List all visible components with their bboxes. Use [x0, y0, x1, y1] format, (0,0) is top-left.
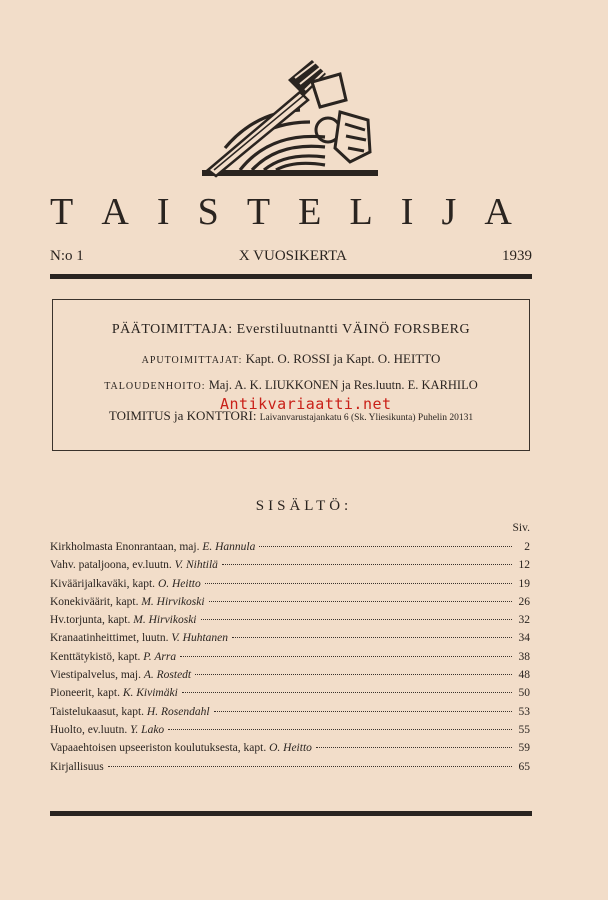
toc-entry-author: H. Rosendahl — [146, 705, 210, 718]
dot-leader — [180, 656, 512, 657]
toc-entry-title — [50, 687, 178, 699]
toc-entry-page: 65 — [518, 760, 530, 773]
toc-entry-page: 48 — [518, 669, 530, 682]
title-letter: T — [50, 191, 94, 233]
toc-entry — [50, 706, 530, 724]
magazine-title — [50, 190, 532, 234]
toc-entry-author: O. Heitto — [269, 742, 312, 755]
toc-entry-author: V. Nihtilä — [174, 559, 218, 572]
toc-entry-topic: Vapaaehtoisen upseeriston koulutuksesta, kapt. — [50, 742, 270, 755]
toc-entry-topic: Konekiväärit, kapt. — [50, 595, 142, 608]
toc-entry — [50, 559, 530, 577]
dot-leader — [259, 546, 512, 547]
dot-leader — [168, 729, 512, 730]
editor-line — [53, 322, 529, 338]
toc-entry-title — [50, 669, 191, 681]
toc-entry-title — [50, 559, 218, 571]
bottom-divider — [50, 811, 532, 816]
toc-entry-topic: Kirkholmasta Enonrantaan, maj. — [50, 541, 203, 553]
toc-entry-page: 26 — [518, 595, 530, 608]
issue-year: 1939 — [501, 248, 532, 264]
toc-entry-title — [50, 761, 104, 773]
assistant-label: APUTOIMITTAJAT: — [141, 355, 243, 366]
title-letter: I — [156, 191, 190, 233]
toc-entry-author: K. Kivimäki — [122, 687, 178, 700]
toc-entry-author: V. Huhtanen — [171, 632, 229, 645]
office-address: Laivanvarustajankatu 6 (Sk. Yliesikunta) Puhelin 20131 — [259, 413, 474, 423]
assistant-editors-line — [53, 351, 529, 367]
toc-entry-author: P. Arra — [143, 650, 177, 663]
sword-and-shield-emblem-icon — [200, 52, 380, 182]
toc-entry-page: 2 — [524, 541, 530, 553]
dot-leader — [316, 747, 512, 748]
toc-entry-page: 32 — [518, 614, 530, 627]
toc-entry-topic: Pioneerit, kapt. — [50, 687, 123, 700]
toc-entry-title — [50, 632, 228, 644]
toc-entry-page: 55 — [518, 723, 530, 736]
toc-entry-page: 34 — [518, 632, 530, 645]
dot-leader — [232, 637, 512, 638]
toc-entry-title — [50, 541, 255, 553]
finance-names: Maj. A. K. LIUKKONEN ja Res.luutn. E. KARHILO — [208, 378, 478, 392]
volume-label: X VUOSIKERTA — [238, 248, 347, 264]
toc-entry-topic: Kirjallisuus — [50, 760, 104, 773]
office-label: TOIMITUS ja KONTTORI: — [108, 408, 257, 423]
toc-entry-title — [50, 724, 164, 736]
title-letter: I — [400, 191, 434, 233]
dot-leader — [205, 583, 512, 584]
toc-entry — [50, 651, 530, 669]
toc-entry-author: M. Hirvikoski — [133, 614, 197, 627]
title-letter: T — [246, 191, 291, 233]
toc-entry — [50, 724, 530, 742]
title-letter: A — [101, 191, 149, 233]
toc-entry-author: E. Hannula — [202, 541, 256, 553]
title-letter: J — [441, 191, 477, 233]
toc-entry-title — [50, 614, 197, 626]
antiquarian-watermark: Antikvariaatti.net — [220, 395, 392, 413]
editor-name: Everstiluutnantti VÄINÖ FORSBERG — [236, 322, 471, 337]
title-letter: E — [298, 191, 342, 233]
toc-entry-author: A. Rostedt — [143, 669, 192, 682]
toc-entry — [50, 614, 530, 632]
toc-entry-page: 53 — [518, 705, 530, 718]
toc-entry-topic: Taistelukaasut, kapt. — [50, 705, 147, 718]
toc-entry-title — [50, 578, 201, 590]
toc-entry — [50, 632, 530, 650]
assistant-names: Kapt. O. ROSSI ja Kapt. O. HEITTO — [245, 351, 441, 366]
dot-leader — [195, 674, 512, 675]
toc-entry — [50, 578, 530, 596]
toc-entry-topic: Huolto, ev.luutn. — [50, 723, 131, 736]
contents-heading: SISÄLTÖ: — [255, 498, 353, 514]
toc-entry-topic: Hv.torjunta, kapt. — [50, 614, 134, 627]
toc-entry-topic: Kiväärijalkaväki, kapt. — [50, 577, 158, 590]
dot-leader — [214, 711, 512, 712]
title-letter: L — [349, 191, 393, 233]
toc-entry — [50, 541, 530, 559]
dot-leader — [201, 619, 513, 620]
toc-entry-topic: Vahv. pataljoona, ev.luutn. — [50, 559, 175, 572]
toc-entry-author: M. Hirvikoski — [141, 595, 205, 608]
toc-entry — [50, 742, 530, 760]
toc-entry — [50, 669, 530, 687]
dot-leader — [108, 766, 512, 767]
issue-number: N:o 1 — [50, 248, 84, 264]
dot-leader — [222, 564, 512, 565]
toc-entry-page: 19 — [518, 577, 530, 590]
dot-leader — [182, 692, 512, 693]
toc-entry — [50, 761, 530, 779]
finance-label: TALOUDENHOITO: — [104, 381, 206, 392]
toc-entry-author: Y. Lako — [130, 723, 165, 736]
toc-entry-page: 12 — [518, 559, 530, 572]
toc-entry-topic: Viestipalvelus, maj. — [50, 669, 144, 682]
finance-line — [53, 378, 529, 393]
toc-entry-title — [50, 651, 176, 663]
toc-entry-topic: Kranaatinheittimet, luutn. — [50, 632, 172, 645]
editor-label: PÄÄTOIMITTAJA: — [111, 322, 233, 337]
toc-entry — [50, 687, 530, 705]
toc-entry-topic: Kenttätykistö, kapt. — [50, 650, 144, 663]
editorial-box — [52, 299, 530, 451]
toc-entry-page: 50 — [518, 687, 530, 700]
table-of-contents — [50, 541, 530, 779]
toc-entry-author: O. Heitto — [157, 577, 201, 590]
toc-entry-title — [50, 742, 312, 754]
toc-entry-page: 38 — [518, 650, 530, 663]
toc-entry — [50, 596, 530, 614]
title-letter: S — [197, 191, 239, 233]
masthead-divider — [50, 274, 532, 279]
title-letter: A — [484, 191, 532, 233]
toc-entry-title — [50, 596, 205, 608]
issue-info-row — [50, 248, 532, 265]
toc-entry-title — [50, 706, 210, 718]
dot-leader — [209, 601, 512, 602]
toc-entry-page: 59 — [518, 742, 530, 755]
page-column-label: Siv. — [512, 522, 530, 534]
